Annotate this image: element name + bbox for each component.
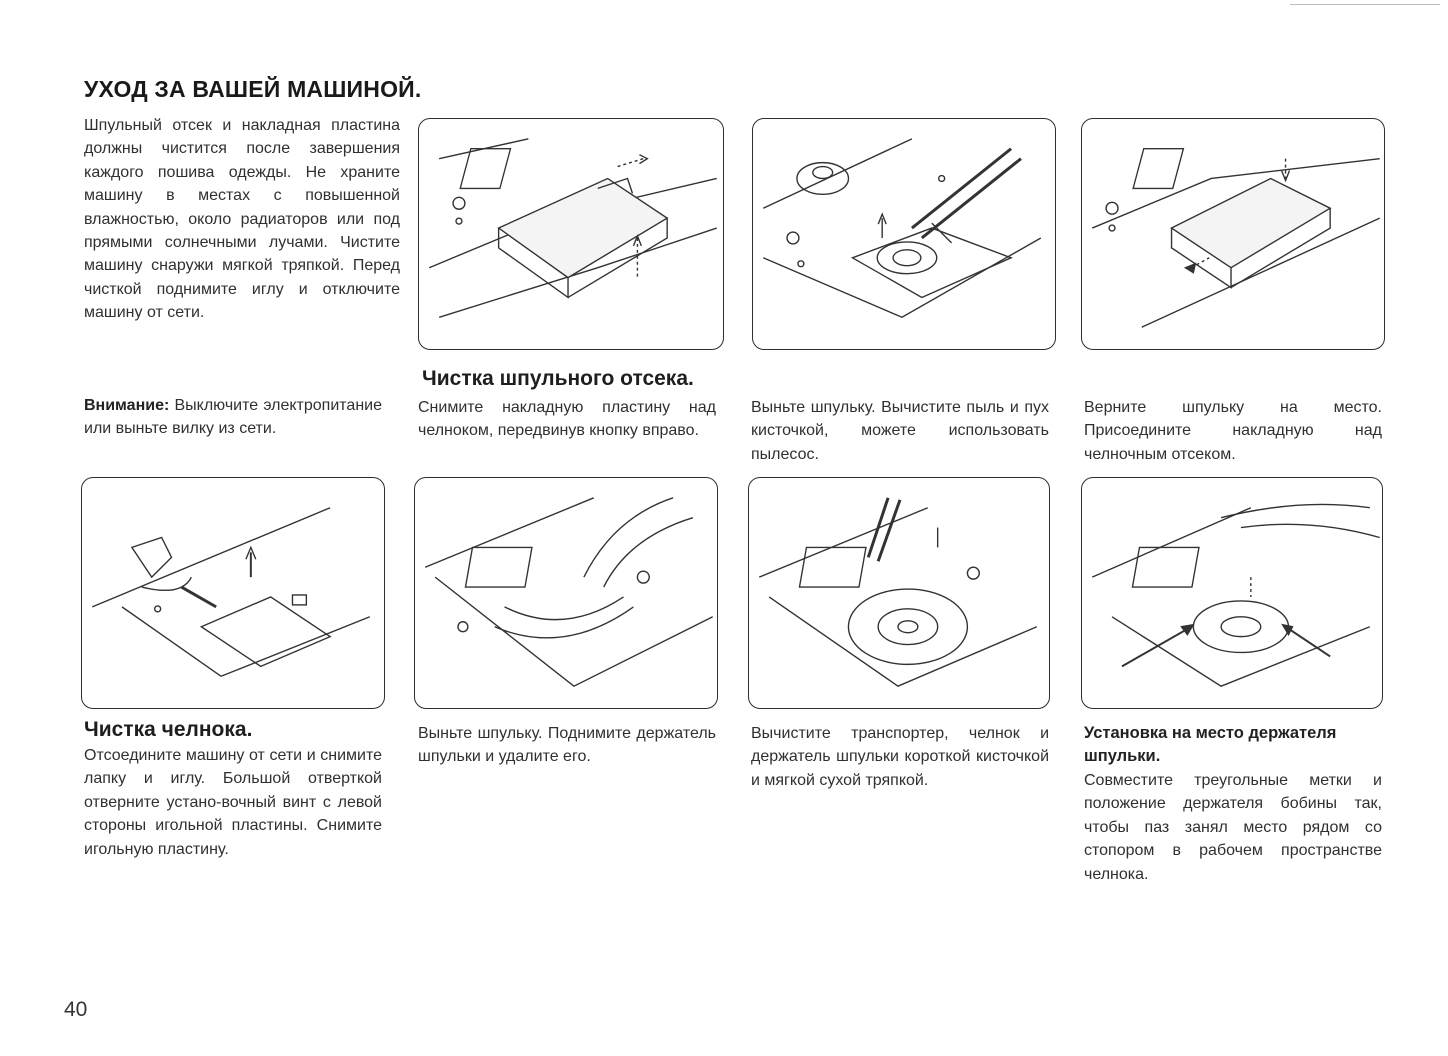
illustration-remove-cover-plate [418,118,724,350]
warning-label: Внимание: [84,397,170,414]
needle-plate-drawing [82,478,384,708]
illustration-clean-feed-dogs [748,477,1050,709]
install-paragraph: Совместите треугольные метки и положение держателя бобины так, чтобы паз занял место рядом со стопором в рабочем пространстве челнока. [1084,772,1382,883]
illustration-remove-needle-plate [81,477,385,709]
intro-paragraph: Шпульный отсек и накладная пластина должны чистится после завершения каждого пошива одежды. Не храните машину в местах с повышенной влажностью, около радиаторов или под прямыми солнечными лучами. Чистите машину снаружи мягкой тряпкой. Перед чисткой поднимите иглу и отключите машину от сети. [84,117,400,322]
bobbin-area-drawing [753,119,1055,349]
feed-dogs-drawing [749,478,1049,708]
illustration-replace-cover-plate [1081,118,1385,350]
shuttle-paragraph: Отсоедините машину от сети и снимите лапку и иглу. Большой отверткой отверните устано-вочный винт с левой стороны игольной пластины. Снимите игольную пластину. [84,747,382,858]
top-rule [1290,4,1440,5]
warning-text: Выключите электропитание или выньте вилку из сети. [84,397,382,438]
warning-paragraph [84,394,382,441]
cover-plate-drawing [419,119,723,349]
illustration-remove-bobbin-holder [414,477,718,709]
bobbin-step-2: Выньте шпульку. Вычистите пыль и пух кисточкой, можете использовать пылесос. [751,399,1049,463]
shuttle-section-heading: Чистка челнока. [84,718,253,741]
bobbin-step-1: Снимите накладную пластину над челноком, передвинув кнопку вправо. [418,399,716,440]
bobbin-step-3: Верните шпульку на место. Присоедините накладную над челночным отсеком. [1084,399,1382,463]
illustration-clean-bobbin-area [752,118,1056,350]
illustration-install-bobbin-holder [1081,477,1383,709]
install-holder-drawing [1082,478,1382,708]
bobbin-holder-drawing [415,478,717,708]
shuttle-step-1: Выньте шпульку. Поднимите держатель шпульки и удалите его. [418,725,716,766]
replace-plate-drawing [1082,119,1384,349]
page-title: УХОД ЗА ВАШЕЙ МАШИНОЙ. [84,76,422,102]
shuttle-step-2: Вычистите транспортер, челнок и держатель шпульки короткой кисточкой и мягкой сухой тряпкой. [751,725,1049,789]
page-number: 40 [64,998,88,1021]
bobbin-section-heading: Чистка шпульного отсека. [422,367,694,390]
install-section-heading: Установка на место держателя шпульки. [1084,724,1337,766]
